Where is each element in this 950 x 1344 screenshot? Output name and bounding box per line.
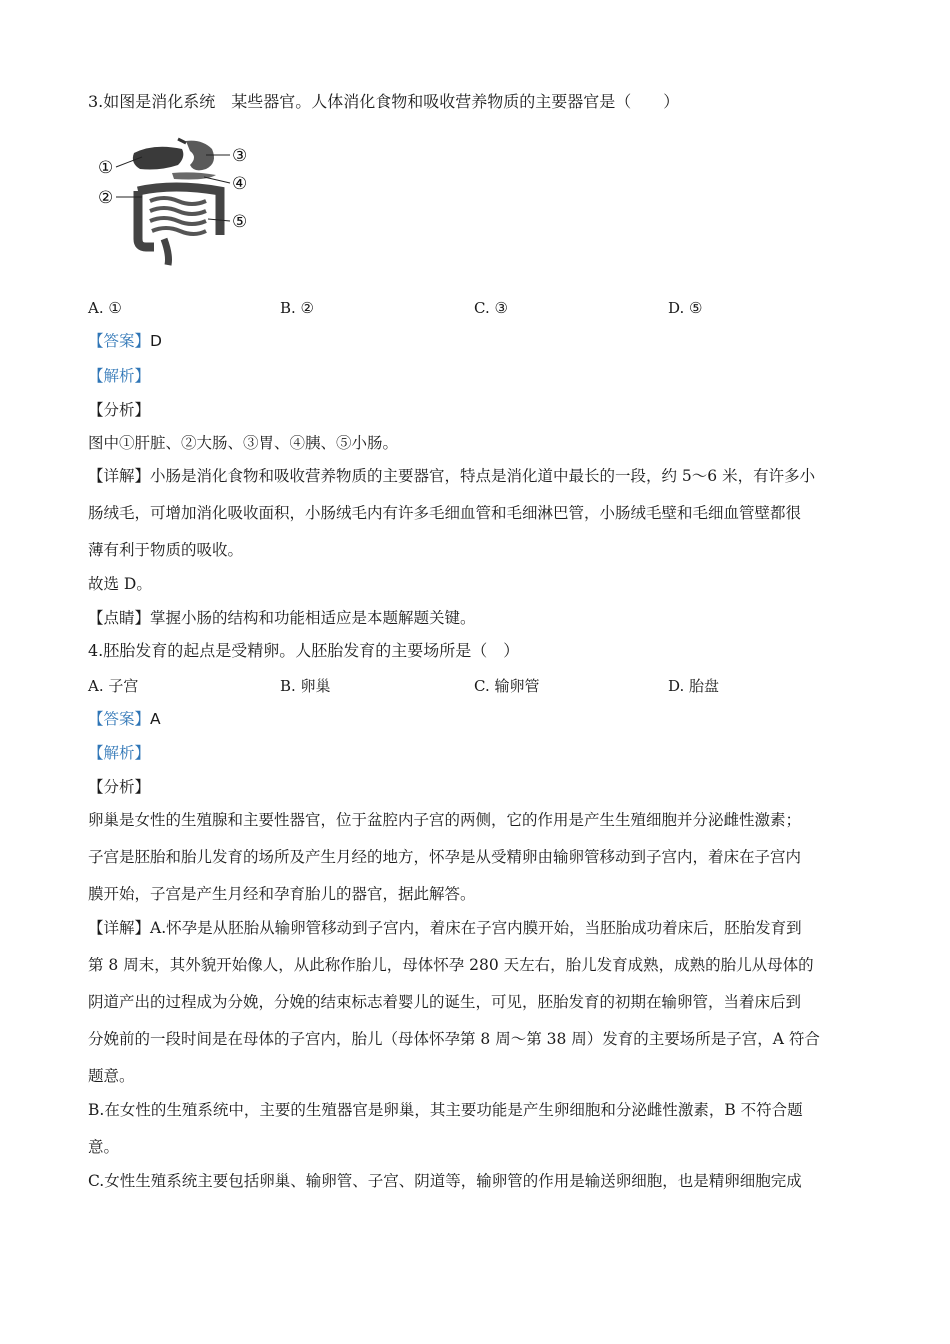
q3-option-b: B. ②: [280, 299, 315, 317]
q3-fenxi-tag: 【分析】: [88, 401, 151, 419]
q4-detail-line: 阴道产出的过程成为分娩，分娩的结束标志着婴儿的诞生，可见，胚胎发育的初期在输卵管，当着床后到: [88, 993, 802, 1011]
answer-tag: 【答案】: [88, 710, 151, 728]
q3-stem: 3.如图是消化系统 某些器官。人体消化食物和吸收营养物质的主要器官是（ ）: [88, 92, 680, 111]
q3-analysis-tag: 【解析】: [88, 367, 151, 385]
digestive-system-drawing: [116, 139, 230, 265]
q3-option-c: C. ③: [474, 299, 508, 317]
q3-key-point: 【点睛】掌握小肠的结构和功能相适应是本题解题关键。: [88, 609, 476, 627]
q4-option-c: C. 输卵管: [474, 677, 540, 695]
q4-detail-line: 第 8 周末，其外貌开始像人，从此称作胎儿，母体怀孕 280 天左右，胎儿发育成熟，成熟的胎儿从母体的: [88, 956, 814, 974]
q3-detail-line: 肠绒毛，可增加消化吸收面积，小肠绒毛内有许多毛细血管和毛细淋巴管，小肠绒毛壁和毛细血管壁都很: [88, 504, 802, 522]
q3-detail-line: 薄有利于物质的吸收。: [88, 541, 244, 559]
q4-fenxi-tag: 【分析】: [88, 778, 151, 796]
answer-value: D: [150, 332, 162, 350]
figure-label-2: ②: [98, 188, 114, 208]
q3-fenxi-text: 图中①肝脏、②大肠、③胃、④胰、⑤小肠。: [88, 434, 399, 452]
q3-answer: [88, 331, 162, 351]
answer-tag: 【答案】: [88, 332, 151, 350]
q4-answer: [88, 709, 161, 729]
figure-label-4: ④: [232, 174, 248, 194]
q4-analysis-tag: 【解析】: [88, 744, 151, 762]
q3-option-a: A. ①: [88, 299, 122, 317]
q4-option-a: A. 子宫: [88, 677, 139, 695]
q4-detail-line: 分娩前的一段时间是在母体的子宫内，胎儿（母体怀孕第 8 周～第 38 周）发育的主要场所是子宫，A 符合: [88, 1030, 820, 1048]
q4-fenxi-line: 膜开始，子宫是产生月经和孕育胎儿的器官，据此解答。: [88, 885, 476, 903]
figure-label-5: ⑤: [232, 212, 248, 232]
q4-detail-line: B.在女性的生殖系统中，主要的生殖器官是卵巢，其主要功能是产生卵细胞和分泌雌性激素，B 不符合题: [88, 1101, 803, 1119]
q4-stem: 4.胚胎发育的起点是受精卵。人胚胎发育的主要场所是（ ）: [88, 641, 520, 660]
q3-option-d: D. ⑤: [668, 299, 703, 317]
q4-fenxi-line: 卵巢是女性的生殖腺和主要性器官，位于盆腔内子宫的两侧，它的作用是产生生殖细胞并分泌雌性激素；: [88, 811, 802, 829]
q3-detail-line: 【详解】小肠是消化食物和吸收营养物质的主要器官，特点是消化道中最长的一段，约 5～6 米，有许多小: [88, 467, 816, 485]
q4-fenxi-line: 子宫是胚胎和胎儿发育的场所及产生月经的地方，怀孕是从受精卵由输卵管移动到子宫内，着床在子宫内: [88, 848, 802, 866]
answer-value: A: [150, 710, 161, 728]
figure-label-3: ③: [232, 146, 248, 166]
q4-detail-line: 【详解】A.怀孕是从胚胎从输卵管移动到子宫内，着床在子宫内膜开始，当胚胎成功着床后，胚胎发育到: [88, 919, 802, 937]
q3-choose: 故选 D。: [88, 575, 152, 593]
q4-detail-line: 意。: [88, 1138, 120, 1156]
q4-detail-line: C.女性生殖系统主要包括卵巢、输卵管、子宫、阴道等，输卵管的作用是输送卵细胞，也是精卵细胞完成: [88, 1172, 802, 1190]
digestive-system-figure: [94, 135, 254, 270]
figure-label-1: ①: [98, 158, 114, 178]
q4-detail-line: 题意。: [88, 1067, 135, 1085]
q4-option-d: D. 胎盘: [668, 677, 720, 695]
q4-option-b: B. 卵巢: [280, 677, 331, 695]
